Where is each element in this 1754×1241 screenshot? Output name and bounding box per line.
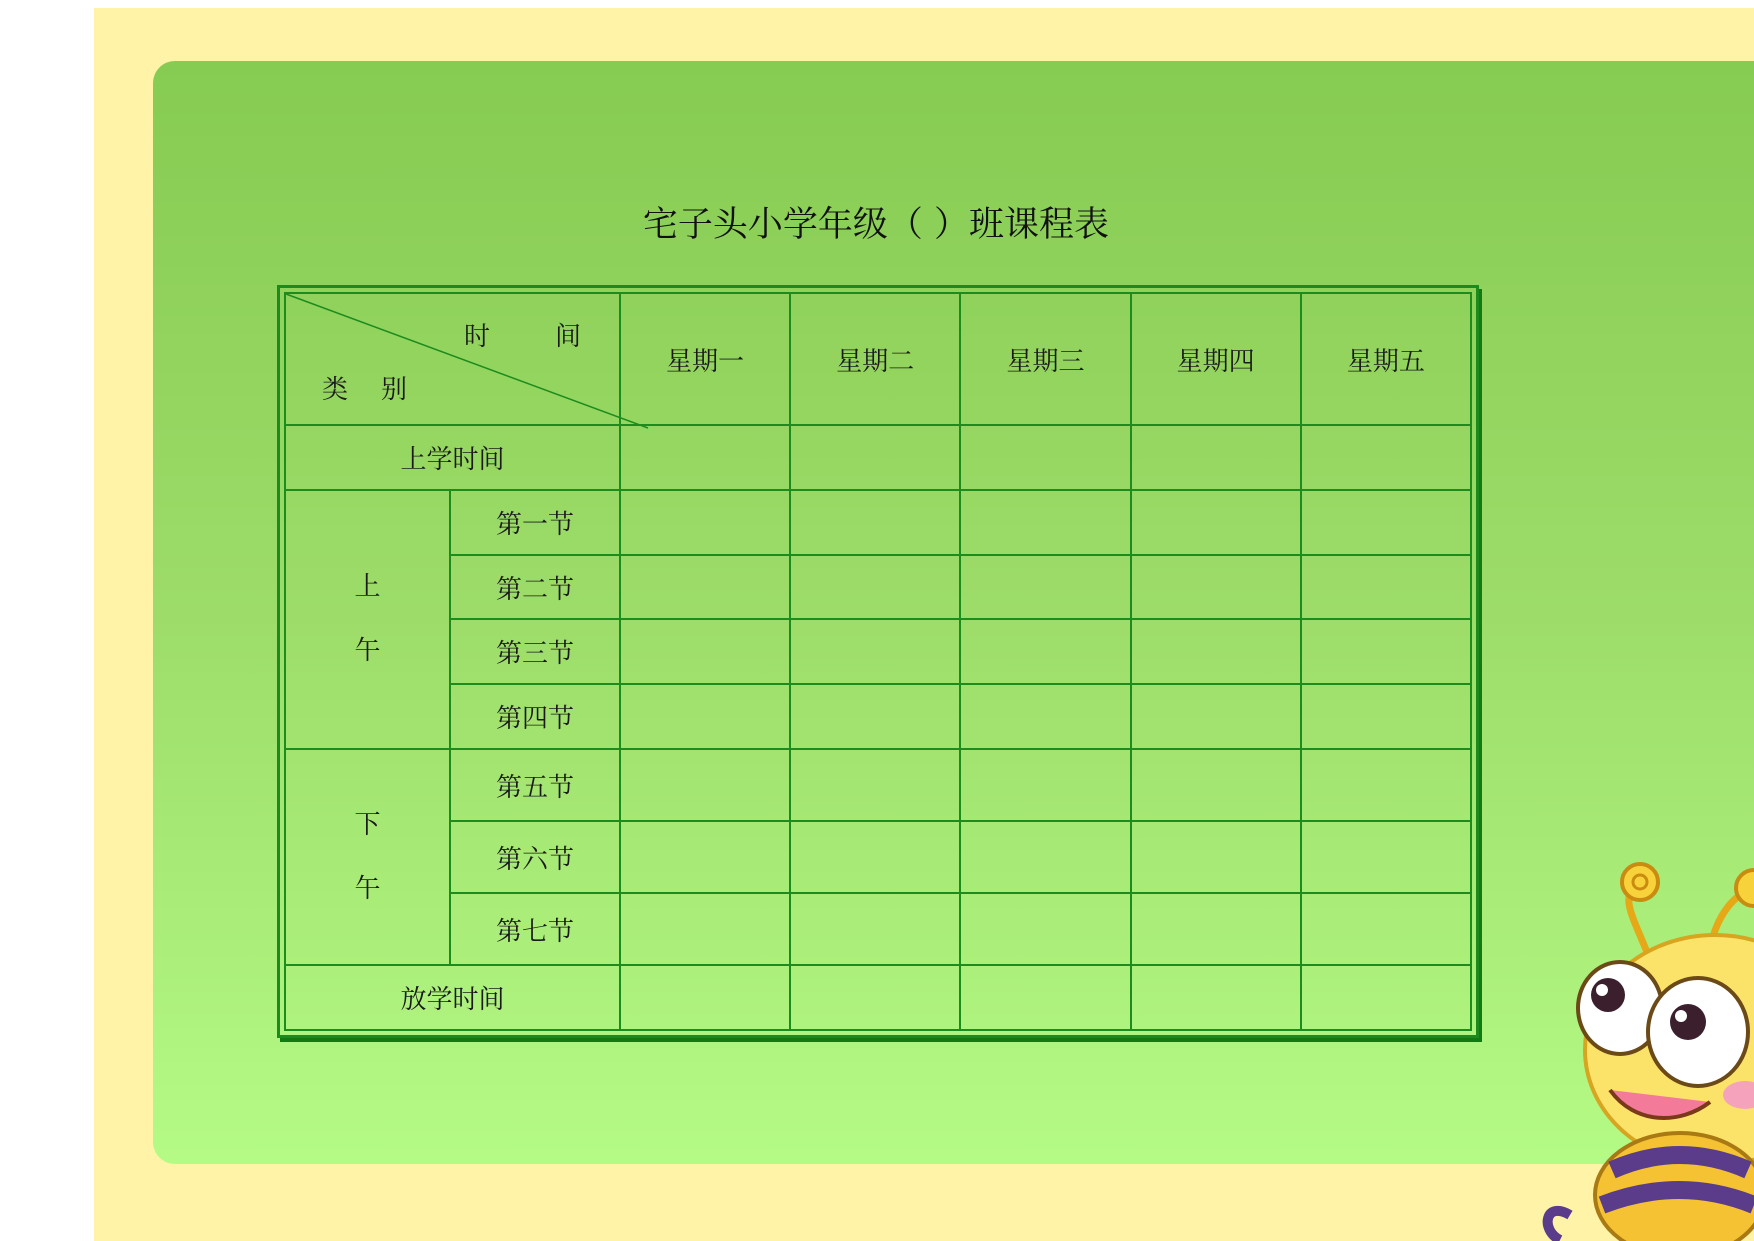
schedule-cell[interactable]: [1131, 821, 1301, 893]
arrival-time-label: 上学时间: [285, 425, 620, 490]
schedule-cell[interactable]: [1131, 490, 1301, 555]
schedule-cell[interactable]: [790, 555, 960, 620]
schedule-cell[interactable]: [960, 684, 1130, 749]
schedule-cell[interactable]: [1301, 619, 1471, 684]
schedule-cell[interactable]: [790, 490, 960, 555]
schedule-cell[interactable]: [620, 425, 790, 490]
morning-label: [285, 490, 450, 749]
schedule-cell[interactable]: [1301, 749, 1471, 821]
table-row: [285, 425, 1471, 490]
table-row: [285, 749, 1471, 821]
morning-char-1: 上: [354, 572, 381, 603]
page-title: 宅子头小学年级（ ）班课程表: [642, 205, 1110, 245]
day-header-thu: 星期四: [1131, 293, 1301, 425]
period-label: 第五节: [450, 749, 620, 821]
schedule-cell[interactable]: [790, 749, 960, 821]
schedule-cell[interactable]: [620, 749, 790, 821]
bee-mascot-illustration: [1540, 840, 1754, 1241]
schedule-cell[interactable]: [1301, 490, 1471, 555]
schedule-cell[interactable]: [1301, 684, 1471, 749]
schedule-cell[interactable]: [960, 893, 1130, 965]
header-row: [285, 293, 1471, 425]
period-label: 第一节: [450, 490, 620, 555]
period-label: 第四节: [450, 684, 620, 749]
schedule-cell[interactable]: [1131, 555, 1301, 620]
schedule-cell[interactable]: [620, 965, 790, 1030]
dismissal-time-label: 放学时间: [285, 965, 620, 1030]
schedule-cell[interactable]: [620, 821, 790, 893]
period-label: 第三节: [450, 619, 620, 684]
corner-header-cell: [285, 293, 620, 425]
schedule-cell[interactable]: [620, 684, 790, 749]
table-row: [285, 965, 1471, 1030]
category-label: 类 别: [322, 375, 408, 405]
day-header-mon: 星期一: [620, 293, 790, 425]
diagonal-line: [286, 294, 621, 426]
table-row: [285, 490, 1471, 555]
schedule-cell[interactable]: [1131, 619, 1301, 684]
period-label: 第二节: [450, 555, 620, 620]
schedule-cell[interactable]: [1131, 425, 1301, 490]
table-row: [285, 684, 1471, 749]
schedule-table: [284, 292, 1472, 1031]
schedule-cell[interactable]: [620, 893, 790, 965]
day-header-wed: 星期三: [960, 293, 1130, 425]
period-label: 第七节: [450, 893, 620, 965]
schedule-cell[interactable]: [790, 425, 960, 490]
schedule-cell[interactable]: [620, 555, 790, 620]
schedule-cell[interactable]: [790, 619, 960, 684]
table-row: [285, 821, 1471, 893]
schedule-cell[interactable]: [1301, 965, 1471, 1030]
table-row: [285, 555, 1471, 620]
schedule-table-frame: [277, 285, 1479, 1038]
table-row: [285, 619, 1471, 684]
schedule-cell[interactable]: [1131, 749, 1301, 821]
schedule-cell[interactable]: [1301, 425, 1471, 490]
schedule-cell[interactable]: [960, 555, 1130, 620]
day-header-fri: 星期五: [1301, 293, 1471, 425]
day-header-tue: 星期二: [790, 293, 960, 425]
schedule-cell[interactable]: [960, 821, 1130, 893]
schedule-cell[interactable]: [790, 965, 960, 1030]
schedule-cell[interactable]: [1301, 555, 1471, 620]
schedule-cell[interactable]: [790, 821, 960, 893]
table-row: [285, 893, 1471, 965]
schedule-cell[interactable]: [960, 425, 1130, 490]
schedule-cell[interactable]: [960, 965, 1130, 1030]
schedule-cell[interactable]: [1131, 684, 1301, 749]
schedule-cell[interactable]: [620, 490, 790, 555]
morning-char-2: 午: [354, 636, 381, 667]
schedule-cell[interactable]: [960, 749, 1130, 821]
afternoon-char-2: 午: [354, 874, 381, 905]
schedule-cell[interactable]: [1131, 893, 1301, 965]
schedule-cell[interactable]: [790, 684, 960, 749]
afternoon-char-1: 下: [354, 810, 381, 841]
schedule-cell[interactable]: [1131, 965, 1301, 1030]
schedule-cell[interactable]: [790, 893, 960, 965]
schedule-cell[interactable]: [1301, 821, 1471, 893]
schedule-cell[interactable]: [960, 490, 1130, 555]
schedule-cell[interactable]: [620, 619, 790, 684]
time-label: 时 间: [463, 322, 581, 352]
schedule-cell[interactable]: [1301, 893, 1471, 965]
afternoon-label: [285, 749, 450, 965]
period-label: 第六节: [450, 821, 620, 893]
schedule-cell[interactable]: [960, 619, 1130, 684]
